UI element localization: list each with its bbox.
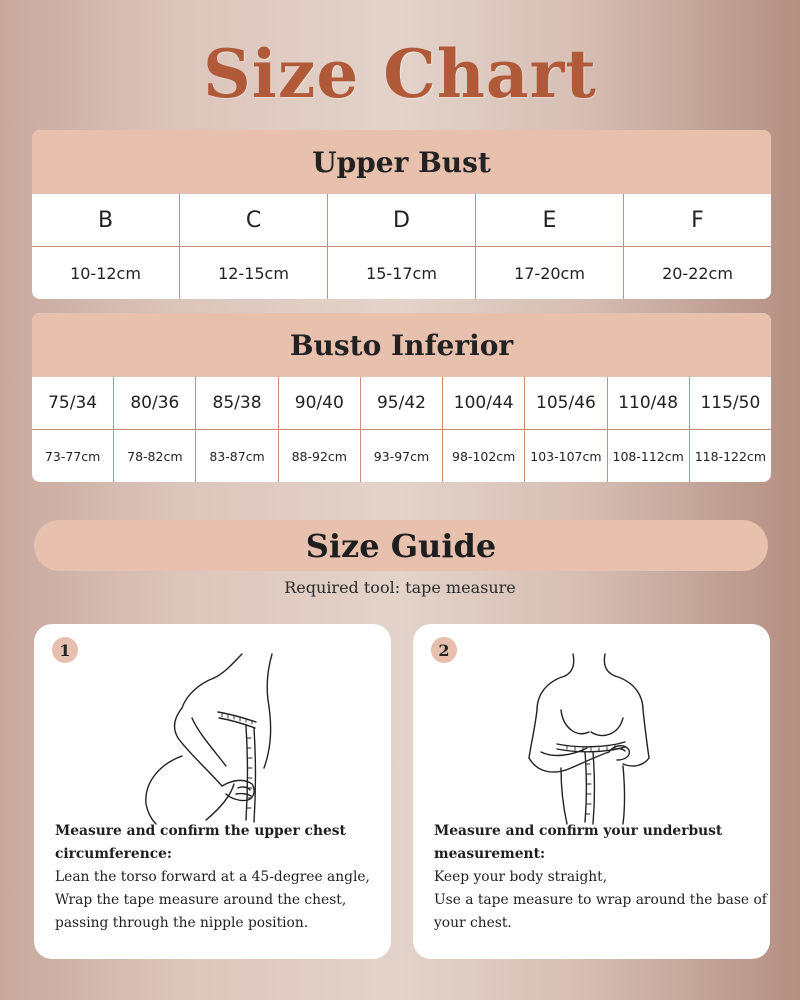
band-label: 115/50	[689, 377, 771, 429]
step-description	[434, 820, 767, 935]
cup-label: E	[475, 194, 623, 246]
step-body-line: Wrap the tape measure around the chest,	[55, 892, 347, 908]
cup-label: D	[327, 194, 475, 246]
band-value: 93-97cm	[360, 430, 442, 482]
band-label: 85/38	[195, 377, 277, 429]
step-title-line: circumference:	[55, 846, 173, 862]
upper-bust-heading: Upper Bust	[32, 130, 771, 194]
band-value: 118-122cm	[689, 430, 771, 482]
cup-value: 17-20cm	[475, 247, 623, 299]
step-card-underbust	[413, 624, 770, 959]
band-label: 90/40	[278, 377, 360, 429]
step-title-line: Measure and confirm your underbust	[434, 823, 723, 839]
band-value: 108-112cm	[607, 430, 689, 482]
step-body-line: Lean the torso forward at a 45-degree angle,	[55, 869, 370, 885]
band-value-row	[32, 429, 771, 482]
step-body-line: Use a tape measure to wrap around the base of	[434, 892, 767, 908]
band-value: 83-87cm	[195, 430, 277, 482]
step-title-line: Measure and confirm the upper chest	[55, 823, 346, 839]
underbust-measure-illustration	[501, 648, 681, 828]
band-label: 100/44	[442, 377, 524, 429]
band-label: 110/48	[607, 377, 689, 429]
band-label: 75/34	[48, 393, 98, 413]
band-value: 73-77cm	[44, 448, 101, 464]
band-label: 95/42	[360, 377, 442, 429]
step-body-line: passing through the nipple position.	[55, 915, 309, 931]
cup-label: C	[179, 194, 327, 246]
step-body-line: your chest.	[434, 915, 512, 931]
step-number-badge: 1	[52, 637, 78, 663]
band-label: 105/46	[524, 377, 606, 429]
cup-value: 12-15cm	[179, 247, 327, 299]
page-title: Size Chart	[203, 35, 597, 113]
busto-inferior-heading: Busto Inferior	[32, 313, 771, 377]
step-description	[55, 820, 380, 935]
step-body-line: Keep your body straight,	[434, 869, 608, 885]
cup-value-row	[32, 246, 771, 299]
cup-label: F	[623, 194, 771, 246]
cup-label-row	[32, 194, 771, 246]
upper-bust-table	[32, 130, 771, 299]
band-value: 88-92cm	[278, 430, 360, 482]
required-tool-text: Required tool: tape measure	[284, 578, 516, 597]
upper-chest-measure-illustration	[122, 648, 302, 828]
band-label: 80/36	[113, 377, 195, 429]
step-card-upper-chest	[34, 624, 391, 959]
step-number-badge: 2	[431, 637, 457, 663]
busto-inferior-table	[32, 313, 771, 482]
cup-value: 20-22cm	[623, 247, 771, 299]
cup-value: 15-17cm	[327, 247, 475, 299]
band-value: 78-82cm	[113, 430, 195, 482]
cup-label: B	[97, 207, 114, 233]
band-value: 98-102cm	[442, 430, 524, 482]
cup-value: 10-12cm	[70, 263, 141, 283]
band-value: 103-107cm	[524, 430, 606, 482]
step-title-line: measurement:	[434, 846, 546, 862]
size-guide-heading: Size Guide	[34, 520, 768, 571]
band-label-row	[32, 377, 771, 429]
